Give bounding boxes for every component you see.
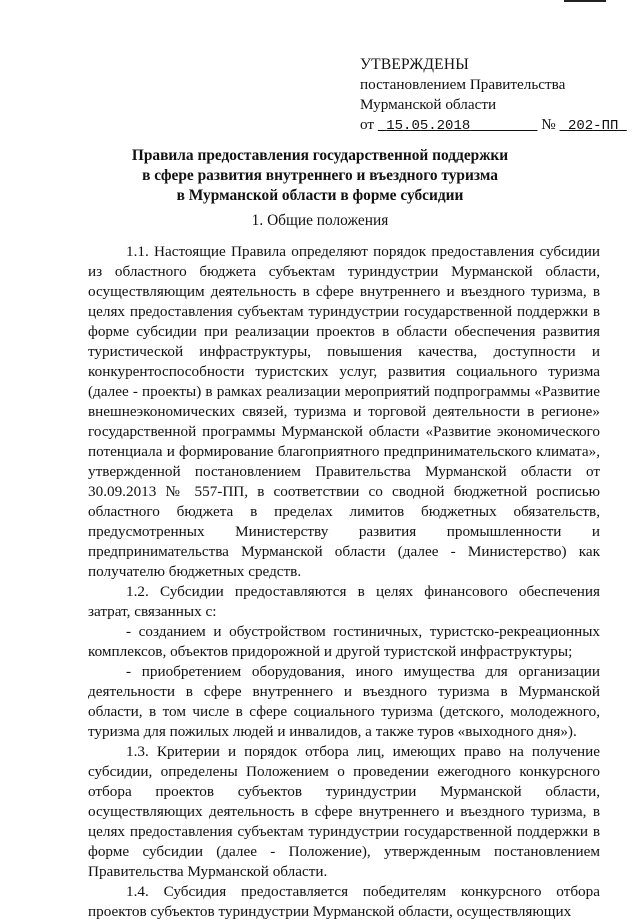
paragraph-1-2: 1.2. Субсидии предоставляются в целях финансового обеспечения затрат, связанных с: <box>88 583 600 620</box>
approval-line-region: Мурманской области <box>360 96 497 113</box>
paragraph-1-1: 1.1. Настоящие Правила определяют порядок предоставления субсидии из областного бюджета субъектам туриндустрии Мурманской области, осуществляющим деятельность в сфере внутреннего и въездного туризма, в целях предоставления субъектам туриндустрии государственной поддержки в форме субсидии при реализации проектов в области обеспечения развития туристической инфраструктуры, повышения качества, доступности и конкурентоспособности туристских услуг, развития социального туризма (далее - проекты) в рамках реализации мероприятий подпрограммы «Развитие внешнеэкономических связей, туризма и торговой деятельности в регионе» государственной программы Мурманской области «Развитие экономического потенциала и формирование благоприятного предпринимательского климата», утвержденной постановлением Правительства Мурманской области от 30.09.2013 № 557-ПП, в соответствии со сводной бюджетной росписью областного бюджета в пределах лимитов бюджетных обязательств, предусмотренных Министерству развития промышленности и предпринимательства Мурманской области (далее - Министерство) как получателю бюджетных средств. <box>88 243 600 580</box>
approval-date-line <box>360 115 620 136</box>
approval-line-decree: постановлением Правительства <box>360 76 566 93</box>
title-line-1: Правила предоставления государственной поддержки <box>131 147 509 164</box>
date-prefix: от <box>360 116 375 133</box>
document-title <box>60 146 580 206</box>
approval-heading: УТВЕРЖДЕНЫ <box>360 56 469 73</box>
paragraph-1-2-item-b: - приобретением оборудования, иного имущества для организации деятельности в сфере внутреннего и въездного туризма в Мурманской области, в том числе в сфере социального туризма (детского, молодежного, туризма для пожилых людей и инвалидов, а также туров «выходного дня»). <box>88 663 600 740</box>
section-heading: 1. Общие положения <box>251 212 389 229</box>
decree-date: 15.05.2018 <box>386 118 471 134</box>
scan-corner-mark <box>564 0 606 2</box>
document-body <box>88 242 600 922</box>
paragraph-1-4: 1.4. Субсидия предоставляется победителям конкурсного отбора проектов субъектов туриндустрии Мурманской области, осуществляющих <box>88 883 600 920</box>
title-line-2: в сфере развития внутреннего и въездного туризма <box>142 167 498 184</box>
paragraph-1-2-item-a: - созданием и обустройством гостиничных, туристско-рекреационных комплексов, объектов придорожной и другой туристской инфраструктуры; <box>88 623 600 660</box>
title-line-3: в Мурманской области в форме субсидии <box>176 187 464 204</box>
approval-stamp-block <box>360 55 620 136</box>
paragraph-1-3: 1.3. Критерии и порядок отбора лиц, имеющих право на получение субсидии, определены Положением о проведении ежегодного конкурсного отбора проектов субъектов туриндустрии Мурманской области, осуществляющих деятельность в сфере внутреннего и въездного туризма, в целях предоставления субъектам туриндустрии государственной поддержки в форме субсидии (далее - Положение), утвержденным постановлением Правительства Мурманской области. <box>88 743 600 880</box>
number-prefix: № <box>541 116 556 133</box>
decree-number: 202-ПП <box>567 118 619 134</box>
